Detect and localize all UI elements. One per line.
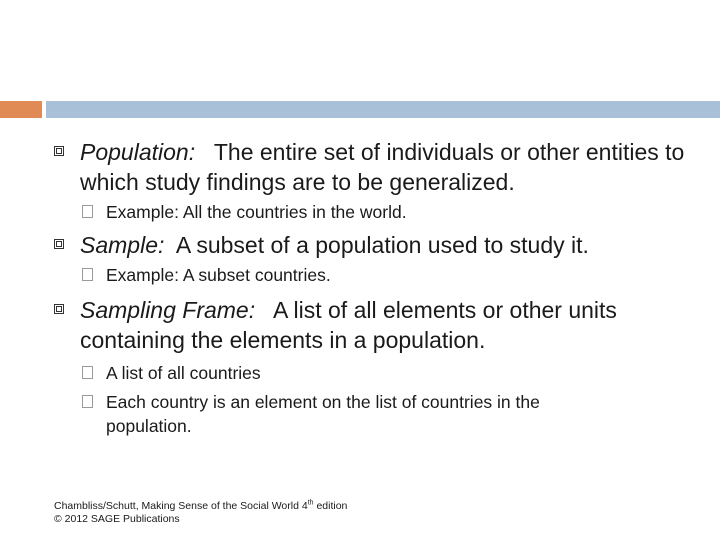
bullet-sampling-frame <box>80 295 710 355</box>
definition-sampling-frame: A list of all elements or other units containing the elements in a population. <box>80 297 617 353</box>
definition-sample: A subset of a population used to study it. <box>175 232 589 258</box>
bullet-sample <box>80 230 710 260</box>
term-sample: Sample: <box>80 232 165 258</box>
bullet-population <box>80 137 710 197</box>
citation-footer <box>54 500 347 526</box>
term-population: Population: <box>80 139 196 165</box>
sub-bullet-sample-example: Example: A subset countries. <box>106 265 331 285</box>
sub-bullet-list-of-countries: A list of all countries <box>106 363 261 383</box>
square-bullet-icon <box>54 239 64 249</box>
accent-bar-orange <box>0 101 42 118</box>
square-bullet-icon <box>54 304 64 314</box>
citation-line-2: © 2012 SAGE Publications <box>54 513 180 525</box>
sub-bullet-population-example: Example: All the countries in the world. <box>106 202 407 222</box>
citation-line-1: Chambliss/Schutt, Making Sense of the Social World 4th edition <box>54 499 348 512</box>
term-sampling-frame: Sampling Frame: <box>80 297 256 323</box>
accent-bar-blue <box>46 101 720 118</box>
checkbox-bullet-icon <box>82 205 93 218</box>
sub-bullet-each-country: Each country is an element on the list of countries in the population. <box>106 392 540 436</box>
square-bullet-icon <box>54 146 64 156</box>
checkbox-bullet-icon <box>82 366 93 379</box>
checkbox-bullet-icon <box>82 268 93 281</box>
definition-population: The entire set of individuals or other entities to which study findings are to be generalized. <box>80 139 685 195</box>
checkbox-bullet-icon <box>82 395 93 408</box>
